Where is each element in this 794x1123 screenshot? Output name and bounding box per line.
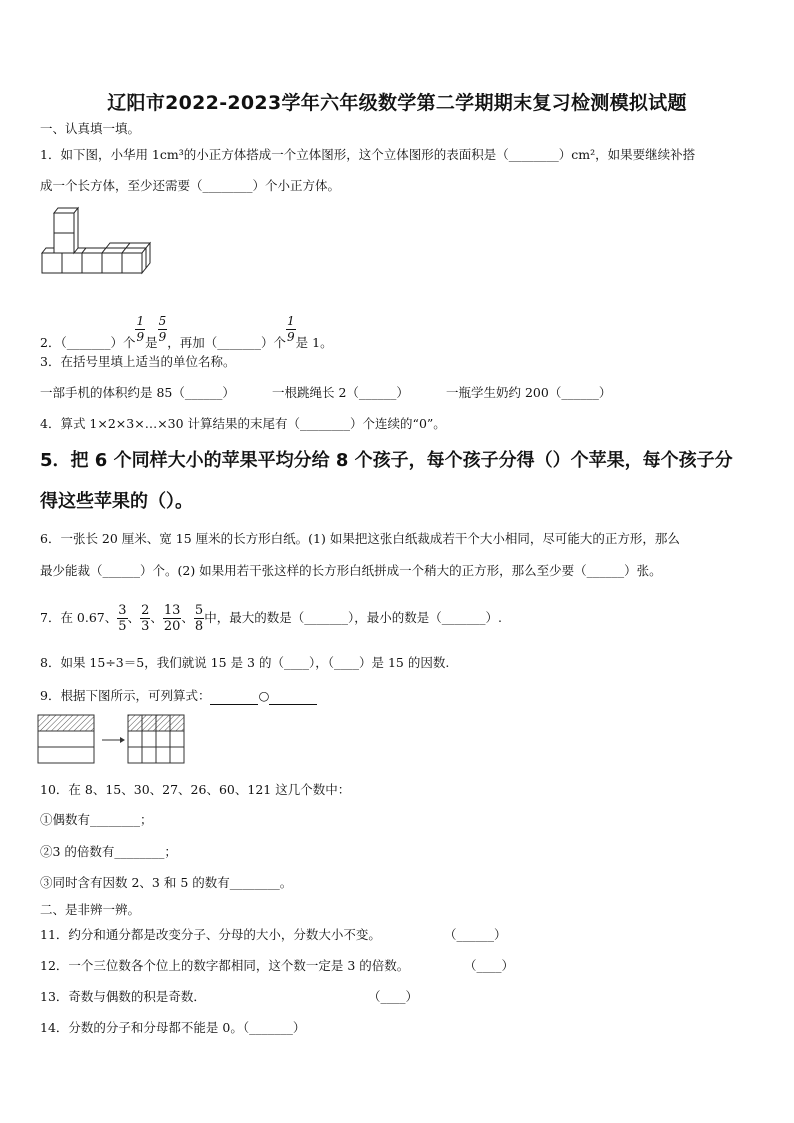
q7-line (40, 598, 502, 638)
q7-fraction-1-numerator: 3 (118, 603, 127, 618)
page-title: 辽阳市2022-2023学年六年级数学第二学期期末复习检测模拟试题 (107, 92, 687, 114)
q9-blank-1 (210, 688, 258, 705)
q7-separator: 、 (181, 610, 194, 625)
q10-item-c: ③同时含有因数 2、3 和 5 的数有________。 (40, 875, 293, 890)
q7-fraction-4 (194, 603, 204, 634)
q2-fraction-2 (158, 314, 168, 345)
q7-pre: 7．在 0.67、 (40, 610, 118, 625)
q11-text: 11．约分和通分都是改变分子、分母的大小，分数大小不变。 (40, 927, 381, 942)
q9-line (40, 688, 317, 705)
q5-line-2: 得这些苹果的（）。 (40, 491, 193, 512)
q2-fraction-1-denominator: 9 (136, 330, 145, 344)
q7-fraction-1-denominator: 5 (118, 619, 127, 634)
q7-fraction-2-numerator: 2 (141, 603, 150, 618)
q10-item-b: ②3 的倍数有________； (40, 844, 177, 859)
q2-fraction-2-denominator: 9 (158, 330, 167, 344)
q7-fraction-3-denominator: 20 (163, 619, 181, 634)
section-1-heading: 一、认真填一填。 (40, 121, 141, 136)
cube-figure (36, 205, 160, 277)
q3-item-c: 一瓶学生奶约 200（______） (446, 385, 612, 400)
q8-line: 8．如果 15÷3＝5，我们就说 15 是 3 的（____），（____）是 15 的因数. (40, 655, 450, 670)
q7-fraction-3-numerator: 13 (163, 603, 181, 618)
q3-line-1: 3．在括号里填上适当的单位名称。 (40, 354, 236, 369)
q12-text: 12．一个三位数各个位上的数字都相同，这个数一定是 3 的倍数。 (40, 958, 410, 973)
q9-diagram (36, 712, 188, 768)
q12-answer: （____） (464, 958, 515, 973)
q13-answer: （____） (368, 989, 419, 1004)
q11-answer: （______） (444, 927, 507, 942)
q3-item-b: 一根跳绳长 2（______） (272, 385, 409, 400)
q2-part-4: 是 1。 (295, 335, 333, 350)
q10-item-a: ①偶数有________； (40, 812, 153, 827)
q3-item-a: 一部手机的体积约是 85（______） (40, 385, 235, 400)
q9-pre: 9．根据下图所示，可列算式： (40, 688, 211, 703)
q1-line-2: 成一个长方体，至少还需要（________）个小正方体。 (40, 178, 341, 193)
q2-fraction-2-numerator: 5 (158, 314, 167, 328)
section-2-heading: 二、是非辨一辨。 (40, 902, 141, 917)
q7-fraction-2 (140, 603, 150, 634)
q7-fraction-3 (163, 603, 182, 634)
q4-line: 4．算式 1×2×3×…×30 计算结果的末尾有（________）个连续的“0”。 (40, 416, 446, 431)
q10-line-1: 10．在 8、15、30、27、26、60、121 这几个数中： (40, 782, 351, 797)
q6-line-2: 最少能裁（______）个。(2) 如果用若干张这样的长方形白纸拼成一个稍大的正方形，那么至少要（______）张。 (40, 563, 662, 578)
q14-line: 14．分数的分子和分母都不能是 0。（_______） (40, 1020, 306, 1035)
q2-line (40, 314, 333, 351)
q2-fraction-3-numerator: 1 (287, 314, 295, 328)
q13-text: 13．奇数与偶数的积是奇数． (40, 989, 206, 1004)
q2-part-3: ，再加（_______）个 (167, 335, 287, 350)
q1-line-1: 1．如下图，小华用 1cm³的小正方体搭成一个立体图形，这个立体图形的表面积是（________）cm²，如果要继续补搭 (40, 147, 696, 162)
q9-blank-2 (269, 688, 317, 705)
q5-line-1: 5．把 6 个同样大小的苹果平均分给 8 个孩子，每个孩子分得（）个苹果，每个孩子分 (40, 450, 733, 471)
q7-fraction-1 (117, 603, 127, 634)
q7-fraction-4-denominator: 8 (194, 619, 204, 634)
q2-part-1: 2．（_______）个 (40, 335, 136, 350)
q6-line-1: 6．一张长 20 厘米、宽 15 厘米的长方形白纸。(1) 如果把这张白纸裁成若干个大小相同，尽可能大的正方形，那么 (40, 531, 680, 546)
q2-fraction-1 (135, 314, 145, 345)
q7-fraction-2-denominator: 3 (141, 619, 150, 634)
q2-fraction-3 (286, 314, 296, 345)
q2-fraction-1-numerator: 1 (136, 314, 145, 328)
q7-separator: 、 (127, 610, 141, 625)
q7-fraction-4-numerator: 5 (194, 603, 204, 618)
q2-fraction-3-denominator: 9 (287, 330, 295, 344)
q2-part-2: 是 (145, 335, 158, 350)
q9-operator: ○ (258, 688, 270, 703)
q7-post: 中，最大的数是（_______），最小的数是（_______）. (204, 610, 502, 625)
q7-separator: 、 (150, 610, 163, 625)
